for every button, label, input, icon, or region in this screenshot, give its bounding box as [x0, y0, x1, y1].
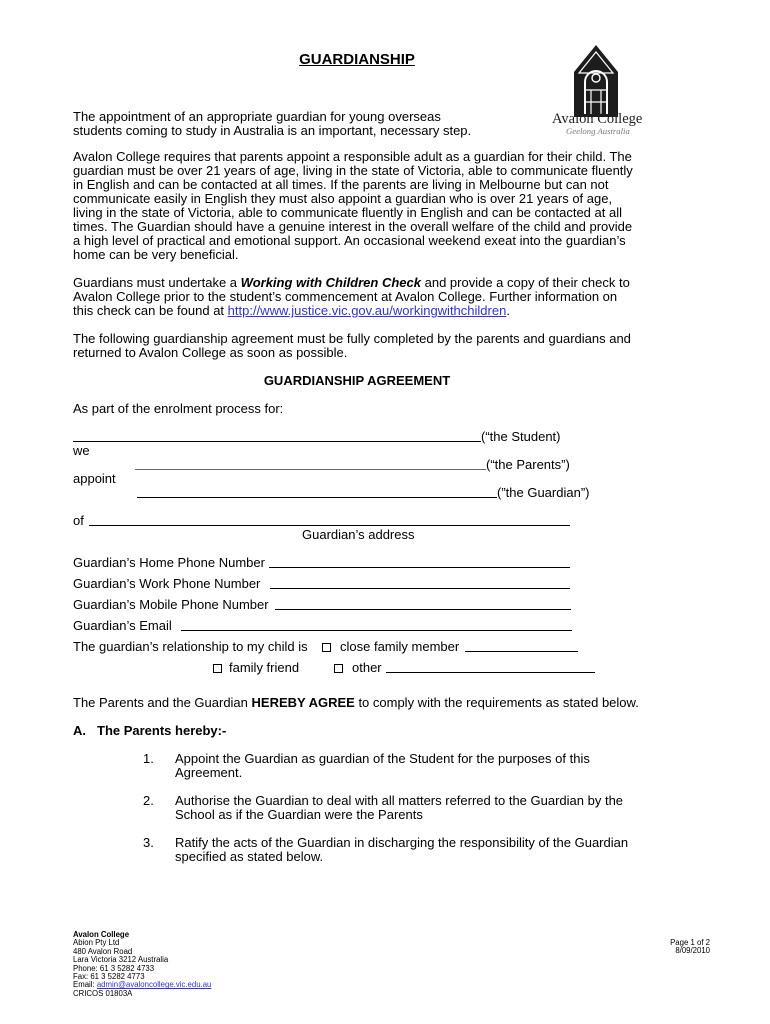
- item-number: 1.: [143, 751, 154, 766]
- footer-line: Fax: 61 3 5282 4773: [73, 971, 145, 981]
- requirements-line: a high level of practical and emotional support. An occasional weekend exeat into the guardian’s: [73, 233, 626, 248]
- check-name-emphasis: Working with Children Check: [240, 275, 421, 290]
- requirements-line: communicate easily in English they must also appoint a guardian who is over 21 years of age,: [73, 191, 613, 206]
- requirements-line: in English and can be contacted at all times. If the parents are living in Melbourne but can not: [73, 177, 609, 192]
- document-date: 8/09/2010: [675, 946, 710, 956]
- item-line: School as if the Guardian were the Parents: [175, 807, 423, 822]
- requirements-line: Avalon College requires that parents appoint a responsible adult as a guardian for their child. The: [73, 149, 632, 164]
- return-note-line: returned to Avalon College as soon as possible.: [73, 345, 348, 360]
- other-checkbox[interactable]: [334, 664, 343, 673]
- section-a-heading: The Parents hereby:-: [97, 723, 227, 738]
- check-text: Guardians must undertake a: [73, 275, 241, 290]
- requirements-line: guardian must be over 21 years of age, living in the state of Victoria, able to communicate fluently: [73, 163, 633, 178]
- logo-tagline: Geelong Australia: [566, 126, 630, 136]
- email-label: Guardian’s Email: [73, 618, 172, 633]
- close-family-detail-field[interactable]: [465, 640, 578, 652]
- check-line: [73, 276, 630, 290]
- list-item: [175, 752, 590, 780]
- check-text: this check can be found at: [73, 303, 228, 318]
- close-family-label: close family member: [340, 639, 460, 654]
- logo-college-name: Avalon College: [552, 111, 643, 127]
- guardian-name-field[interactable]: [137, 486, 497, 498]
- item-number: 3.: [143, 835, 154, 850]
- college-building-icon: [570, 42, 622, 120]
- check-text: and provide a copy of their check to: [421, 275, 630, 290]
- intro-line: The appointment of an appropriate guardian for young overseas: [73, 109, 441, 124]
- requirements-line: times. The Guardian should have a genuine interest in the overall welfare of the child and provide: [73, 219, 633, 234]
- footer-line: 480 Avalon Road: [73, 946, 133, 956]
- check-paragraph: [73, 276, 630, 318]
- student-label: (“the Student): [481, 429, 561, 444]
- check-text: .: [506, 303, 510, 318]
- family-friend-label: family friend: [229, 660, 300, 675]
- email-field[interactable]: [181, 619, 572, 631]
- mobile-phone-field[interactable]: [275, 598, 571, 610]
- work-phone-field[interactable]: [270, 577, 570, 589]
- close-family-checkbox[interactable]: [322, 643, 331, 652]
- requirements-line: home can be very beneficial.: [73, 247, 239, 262]
- intro-line: students coming to study in Australia is an important, necessary step.: [73, 123, 472, 138]
- intro-paragraph: [73, 110, 471, 138]
- agree-emphasis: HEREBY AGREE: [251, 695, 355, 710]
- return-note-paragraph: [73, 332, 631, 360]
- requirements-line: living in the state of Victoria, able to communicate fluently in English and can be contacted at all: [73, 205, 622, 220]
- footer-line: Lara Victoria 3212 Australia: [73, 955, 169, 965]
- item-line: specified as stated below.: [175, 849, 324, 864]
- section-a-letter: A.: [73, 723, 86, 738]
- footer-line: Phone: 61 3 5282 4733: [73, 963, 155, 973]
- check-line: [73, 304, 630, 318]
- footer-address: [73, 931, 211, 998]
- relationship-label: The guardian’s relationship to my child is: [73, 639, 308, 654]
- of-label: of: [73, 513, 84, 528]
- list-item: [175, 794, 623, 822]
- work-phone-label: Guardian’s Work Phone Number: [73, 576, 261, 591]
- guardian-address-field[interactable]: [89, 514, 570, 526]
- agree-statement: [73, 696, 639, 710]
- address-caption: Guardian’s address: [302, 527, 415, 542]
- footer-line: Abion Pty Ltd: [73, 938, 120, 948]
- other-label: other: [352, 660, 382, 675]
- home-phone-field[interactable]: [269, 556, 570, 568]
- guardian-label: (”the Guardian”): [497, 485, 590, 500]
- footer-email-link[interactable]: admin@avaloncollege.vic.edu.au: [96, 980, 212, 990]
- document-title: GUARDIANSHIP: [299, 51, 415, 68]
- footer-org: Avalon College: [73, 930, 130, 939]
- item-line: Agreement.: [175, 765, 243, 780]
- appoint-label: appoint: [73, 471, 116, 486]
- page-number: Page 1 of 2: [670, 938, 710, 947]
- check-info-link[interactable]: http://www.justice.vic.gov.au/workingwithchildren: [227, 303, 507, 318]
- mobile-phone-label: Guardian’s Mobile Phone Number: [73, 597, 269, 612]
- footer-page-info: [610, 939, 710, 956]
- item-line: Appoint the Guardian as guardian of the Student for the purposes of this: [175, 751, 590, 766]
- home-phone-label: Guardian’s Home Phone Number: [73, 555, 265, 570]
- other-detail-field[interactable]: [386, 661, 595, 673]
- item-line: Authorise the Guardian to deal with all matters referred to the Guardian by the: [175, 793, 624, 808]
- item-number: 2.: [143, 793, 154, 808]
- parents-label: (“the Parents”): [486, 457, 570, 472]
- requirements-paragraph: [73, 150, 633, 262]
- agreement-heading: GUARDIANSHIP AGREEMENT: [263, 373, 451, 388]
- we-label: we: [73, 443, 90, 458]
- footer-cricos: CRICOS 01803A: [73, 988, 133, 998]
- agree-text: to comply with the requirements as stated below.: [354, 695, 639, 710]
- family-friend-checkbox[interactable]: [213, 664, 222, 673]
- parents-name-field[interactable]: [135, 458, 486, 470]
- list-item: [175, 836, 628, 864]
- check-line: Avalon College prior to the student’s commencement at Avalon College. Further information on: [73, 289, 618, 304]
- agree-text: The Parents and the Guardian: [73, 695, 252, 710]
- enrolment-intro: As part of the enrolment process for:: [73, 401, 284, 416]
- footer-email-label: Email:: [73, 980, 97, 990]
- return-note-line: The following guardianship agreement must be fully completed by the parents and guardians and: [73, 331, 631, 346]
- student-name-field[interactable]: [73, 430, 481, 442]
- item-line: Ratify the acts of the Guardian in discharging the responsibility of the Guardian: [175, 835, 629, 850]
